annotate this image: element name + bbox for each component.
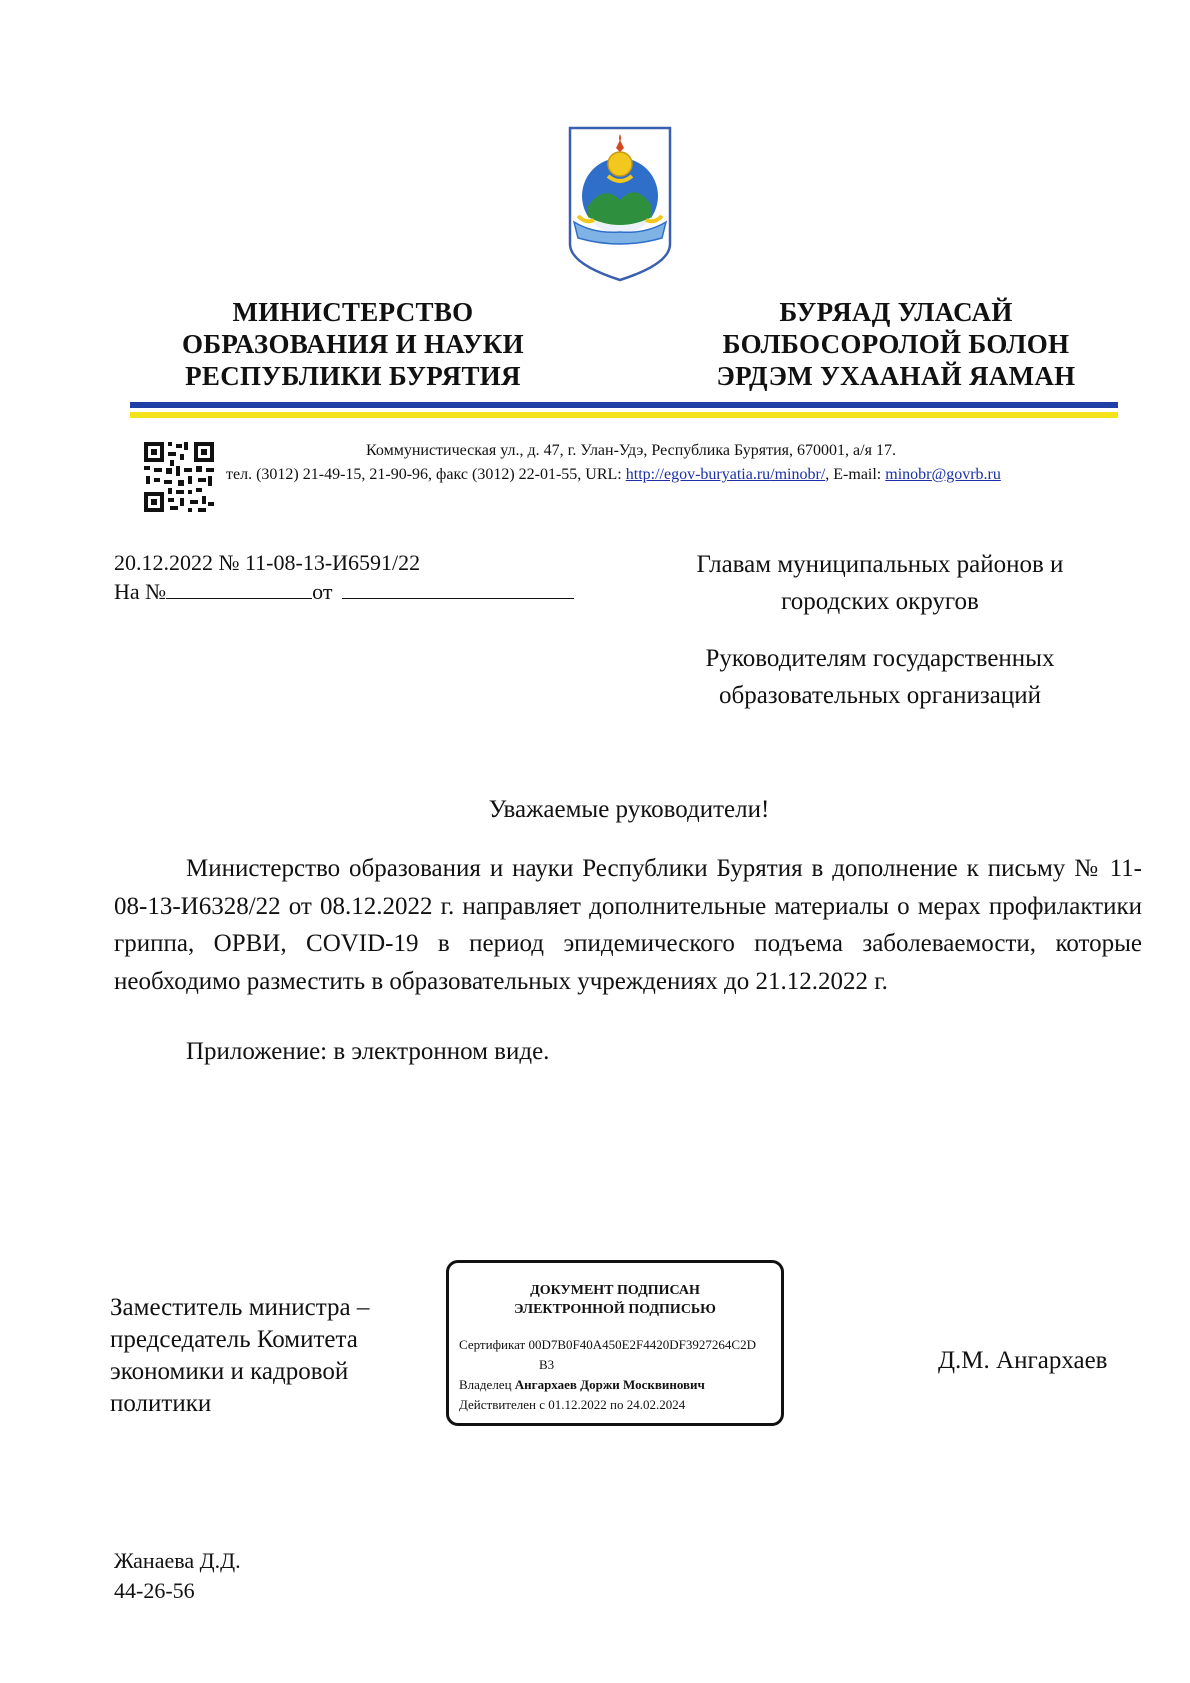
ministry-name-russian: [133, 296, 573, 392]
reference-from-label: от: [312, 579, 333, 604]
owner-label: Владелец: [459, 1377, 512, 1392]
signatory-title-line: председатель Комитета: [110, 1326, 358, 1353]
certificate-value: 00D7B0F40A450E2F4420DF3927264C2D: [528, 1337, 756, 1352]
qr-code: [142, 440, 216, 514]
website-path-link[interactable]: /minobr/: [770, 466, 826, 483]
phone-fax-text: тел. (3012) 21-49-15, 21-90-96, факс (3012) 22-01-55, URL:: [226, 466, 626, 483]
stamp-heading: [449, 1281, 781, 1319]
document-date-number: 20.12.2022 № 11-08-13-И6591/22: [114, 550, 421, 575]
ministry-name-buryat: [676, 296, 1116, 392]
ministry-name-line: БУРЯАД УЛАСАЙ: [779, 297, 1013, 327]
addressee: Главам муниципальных районов и городских округов: [696, 551, 1064, 615]
email-link[interactable]: minobr@govrb.ru: [885, 466, 1001, 483]
executor-phone: 44-26-56: [114, 1578, 195, 1603]
ministry-name-line: БОЛБОСОРОЛОЙ БОЛОН: [722, 329, 1070, 359]
reference-label: На №: [114, 579, 167, 604]
stamp-heading-line: ДОКУМЕНТ ПОДПИСАН: [530, 1283, 700, 1298]
electronic-signature-stamp: [446, 1260, 784, 1426]
reference-number-line: [114, 578, 574, 605]
certificate-label: Сертификат: [459, 1337, 526, 1352]
website-link[interactable]: http://egov-buryatia.ru: [625, 466, 771, 483]
certificate-value-continued: B3: [539, 1357, 555, 1372]
ministry-address: Коммунистическая ул., д. 47, г. Улан-Удэ, Республика Бурятия, 670001, а/я 17.: [366, 442, 896, 459]
ministry-name-line: ОБРАЗОВАНИЯ И НАУКИ: [181, 329, 524, 359]
buryatia-coat-of-arms-icon: [564, 124, 676, 284]
ministry-name-line: МИНИСТЕРСТВО: [232, 297, 474, 327]
addressee: Руководителям государственных образовательных организаций: [705, 645, 1055, 709]
signatory-title: [110, 1292, 440, 1420]
stamp-certificate: [459, 1337, 756, 1353]
stamp-owner: [459, 1377, 705, 1393]
reference-date-blank: [342, 578, 574, 599]
qr-code-icon: [142, 440, 216, 514]
signatory-title-line: политики: [110, 1390, 212, 1417]
signatory-name: Д.М. Ангархаев: [938, 1347, 1108, 1374]
attachment-note: Приложение: в электронном виде.: [186, 1038, 550, 1065]
header-stripe-yellow: [130, 412, 1118, 418]
signatory-title-line: экономики и кадровой: [110, 1358, 349, 1385]
stamp-heading-line: ЭЛЕКТРОННОЙ ПОДПИСЬЮ: [514, 1302, 716, 1317]
coat-of-arms-emblem: [564, 124, 676, 284]
owner-value: Ангархаев Доржи Москвинович: [514, 1377, 705, 1392]
ministry-name-line: РЕСПУБЛИКИ БУРЯТИЯ: [185, 361, 521, 391]
ministry-name-line: ЭРДЭМ УХААНАЙ ЯАМАН: [716, 361, 1076, 391]
reference-number-blank: [166, 578, 312, 599]
letter-body: [114, 850, 1142, 1000]
salutation: Уважаемые руководители!: [488, 796, 770, 823]
signatory-title-line: Заместитель министра –: [110, 1294, 370, 1321]
ministry-contacts: [226, 466, 1001, 484]
executor-name: Жанаева Д.Д.: [114, 1548, 241, 1573]
body-paragraph: Министерство образования и науки Республики Бурятия в дополнение к письму № 11-08-13-И6328/22 от 08.12.2022 г. направляет дополнительные материалы о мерах профилактики гриппа, ОРВИ, COVID-19 в период эпидемического подъема заболеваемости, которые необходимо разместить в образовательных учреждениях до 21.12.2022 г.: [114, 855, 1142, 995]
email-label: , E-mail:: [825, 466, 886, 483]
stamp-validity: Действителен с 01.12.2022 по 24.02.2024: [459, 1397, 686, 1412]
